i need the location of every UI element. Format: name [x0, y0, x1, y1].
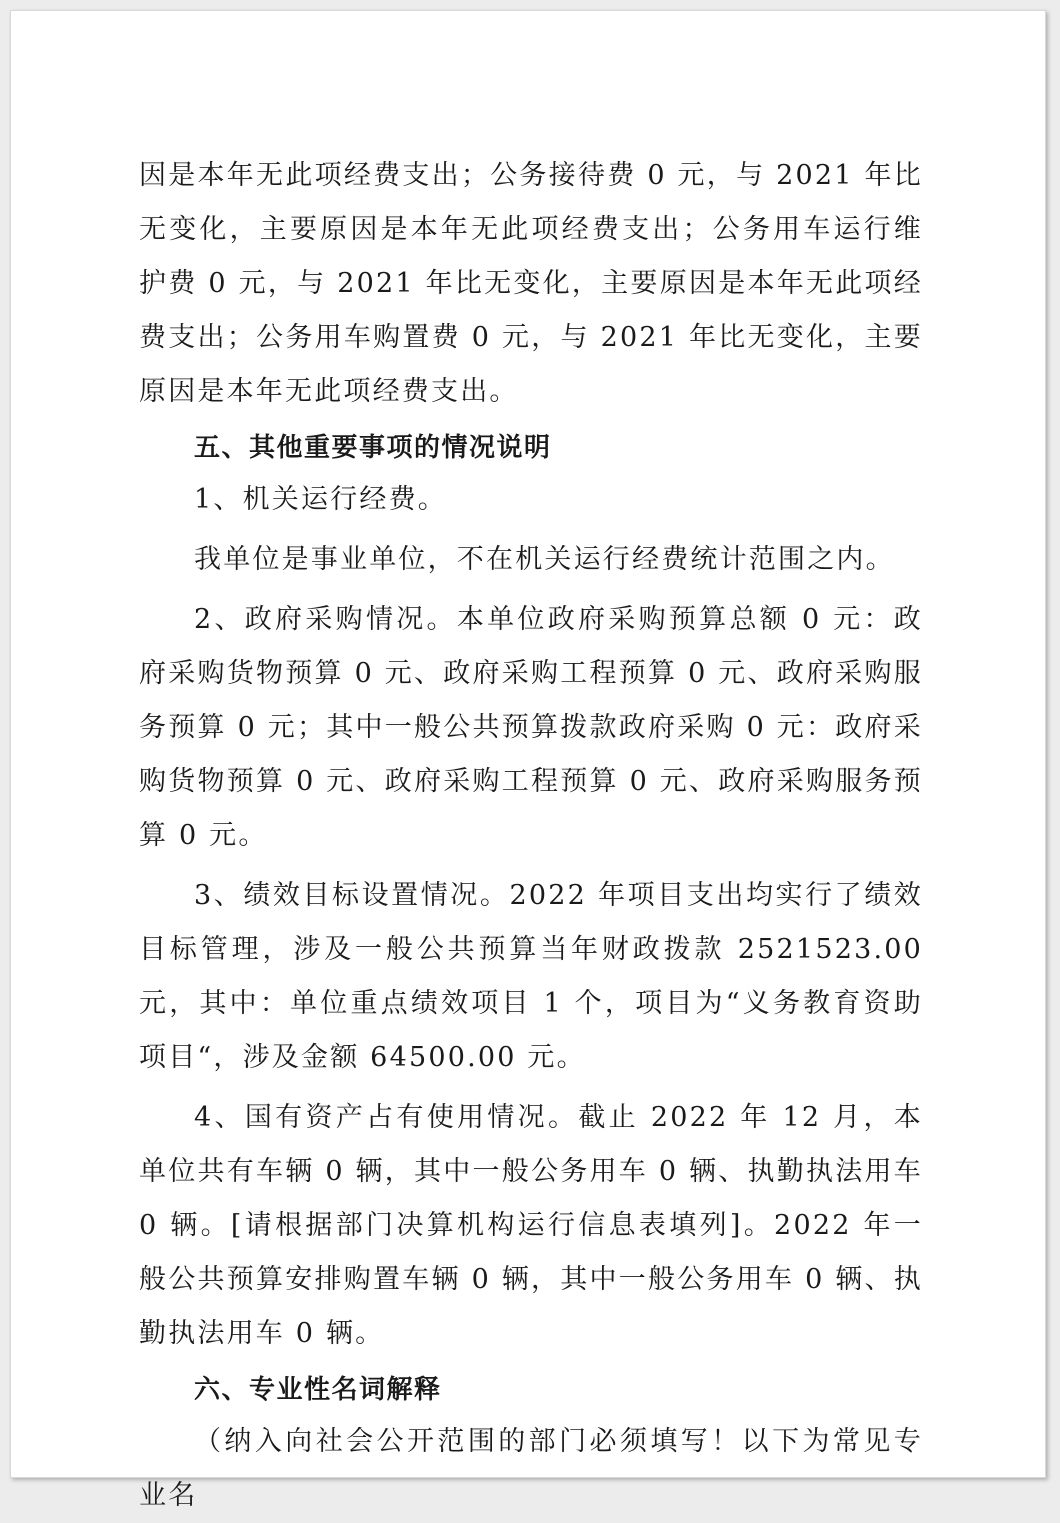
section-heading-other-matters: 五、其他重要事项的情况说明 — [194, 433, 552, 463]
paragraph-official-expenses: 因是本年无此项经费支出；公务接待费 0 元，与 2021 年比无变化，主要原因是本年无此项经费支出；公务用车运行维护费 0 元，与 2021 年比无变化，主要原因是本年无此项经费支出；公务用车购置费 0 元，与 2021 年比无变化，主要原因是本年无此项经费支出。 — [139, 160, 923, 407]
paragraph-operating-expenses-title: 1、机关运行经费。 — [194, 484, 447, 515]
page-content — [139, 149, 923, 1523]
paragraph-state-assets: 4、国有资产占有使用情况。截止 2022 年 12 月，本单位共有车辆 0 辆，其中一般公务用车 0 辆、执勤执法用车 0 辆。[请根据部门决算机构运行信息表填列]。2022 年一般公共预算安排购置车辆 0 辆，其中一般公务用车 0 辆、执勤执法用车 0 辆。 — [139, 1102, 923, 1349]
paragraph-government-procurement: 2、政府采购情况。本单位政府采购预算总额 0 元：政府采购货物预算 0 元、政府采购工程预算 0 元、政府采购服务预算 0 元；其中一般公共预算拨款政府采购 0 元：政府采购货物预算 0 元、政府采购工程预算 0 元、政府采购服务预算 0 元。 — [139, 604, 923, 851]
paragraph-performance-targets: 3、绩效目标设置情况。2022 年项目支出均实行了绩效目标管理，涉及一般公共预算当年财政拨款 2521523.00 元，其中：单位重点绩效项目 1 个，项目为“义务教育资助项目“，涉及金额 64500.00 元。 — [139, 880, 923, 1073]
section-heading-terminology: 六、专业性名词解释 — [194, 1375, 442, 1405]
document-page — [10, 10, 1046, 1511]
paragraph-terminology-note: （纳入向社会公开范围的部门必须填写！以下为常见专业名 — [139, 1426, 923, 1511]
paragraph-operating-expenses-body: 我单位是事业单位，不在机关运行经费统计范围之内。 — [194, 544, 895, 575]
